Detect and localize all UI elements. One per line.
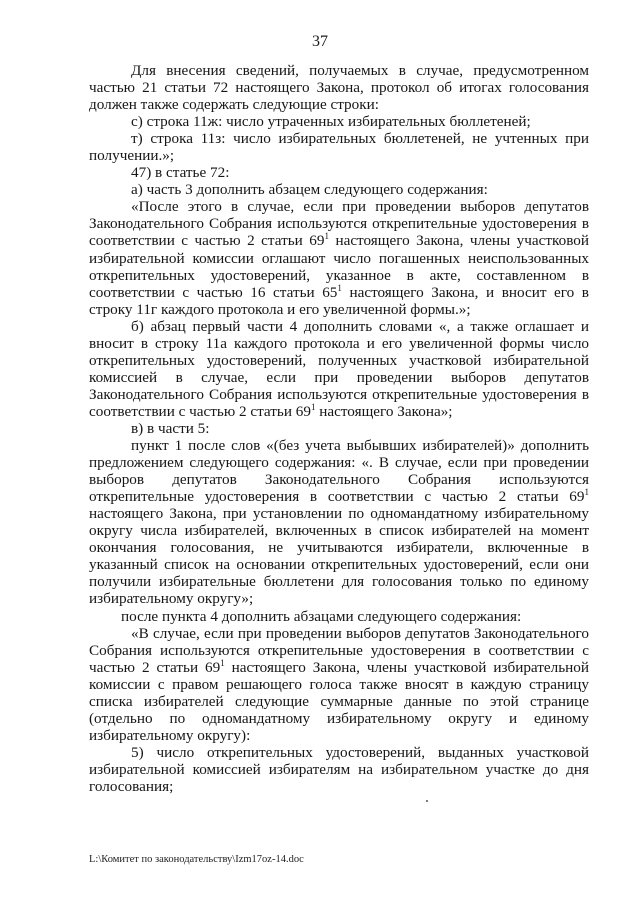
paragraph [89,420,589,437]
paragraph-text: после пункта 4 дополнить абзацами следующего содержания: [121,607,522,625]
scan-speck [426,800,428,802]
paragraph-text: т) строка 11з: число избирательных бюллетеней, не учтенных при получении.»; [89,130,589,165]
superscript: 1 [584,487,589,498]
paragraph [89,164,589,181]
footer-file-path: L:\Комитет по законодательству\Izm17oz-14.doc [89,854,304,865]
paragraph-text: 47) в статье 72: [131,164,230,182]
paragraph-text: «После этого в случае, если при проведении выборов депутатов Законодательного Собрания используются открепительные удостоверения в соответствии с частью 2 статьи 69 [89,198,589,250]
paragraph [89,62,589,113]
paragraph-text: б) абзац первый части 4 дополнить словами «, а также оглашает и вносит в строку 11а каждого протокола и его увеличенной формы число открепительных удостоверений, полученных участковой избирательной комиссией в случае, если при проведении выборов депутатов Законодательного Собрания используются открепительные удостоверения в соответствии с частью 2 статьи 69 [89,317,589,420]
page-number: 37 [312,33,328,50]
paragraph [89,113,589,130]
paragraph-text: с) строка 11ж: число утраченных избирательных бюллетеней; [131,113,531,131]
superscript: 1 [337,282,342,293]
paragraph-text: настоящего Закона, и вносит его в строку 11г каждого протокола и его увеличенной формы.»; [89,283,589,318]
paragraph [89,318,589,420]
paragraph-text: настоящего Закона, члены участковой избирательной комиссии оглашают число погашенных неиспользованных открепительных удостоверений, указанное в акте, составленном в соответствии с частью 16 статьи 65 [89,232,589,301]
paragraph [89,437,589,607]
document-body [89,62,589,795]
paragraph-text: в) в части 5: [131,419,210,437]
paragraph [89,608,589,625]
paragraph [89,181,589,198]
paragraph-text: настоящего Закона, при установлении по одномандатному избирательному округу числа избирателей, включенных в список избирателей на момент окончания голосования, не учитываются избиратели, включенные в указанный список на основании открепительных удостоверений, если они получили избирательные бюллетени для голосования только по единому избирательному округу»; [89,505,589,608]
paragraph [89,744,589,795]
superscript: 1 [220,657,225,668]
paragraph-text: Для внесения сведений, получаемых в случае, предусмотренном частью 21 статьи 72 настоящего Закона, протокол об итогах голосования должен также содержать следующие строки: [89,62,589,114]
paragraph [89,198,589,317]
paragraph [89,625,589,744]
paragraph-text: «В случае, если при проведении выборов депутатов Законодательного Собрания используются открепительные удостоверения в соответствии с частью 2 статьи 69 [89,624,589,676]
paragraph-text: настоящего Закона»; [315,402,453,420]
paragraph-text: а) часть 3 дополнить абзацем следующего содержания: [131,181,488,199]
paragraph-text: 5) число открепительных удостоверений, выданных участковой избирательной комиссией избирателям на избирательном участке до дня голосования; [89,743,589,795]
superscript: 1 [324,231,329,242]
paragraph-text: пункт 1 после слов «(без учета выбывших избирателей)» дополнить предложением следующего содержания: «. В случае, если при проведении выборов депутатов Законодательного Собрания используются открепительные удостоверения в соответствии с частью 2 статьи 69 [89,437,589,506]
paragraph [89,130,589,164]
paragraph-text: настоящего Закона, члены участковой избирательной комиссии с правом решающего голоса также вносят в каждую страницу списка избирателей следующие суммарные данные по этой странице (отдельно по одномандатному избирательному округу и единому избирательному округу): [89,658,590,744]
superscript: 1 [310,401,316,412]
